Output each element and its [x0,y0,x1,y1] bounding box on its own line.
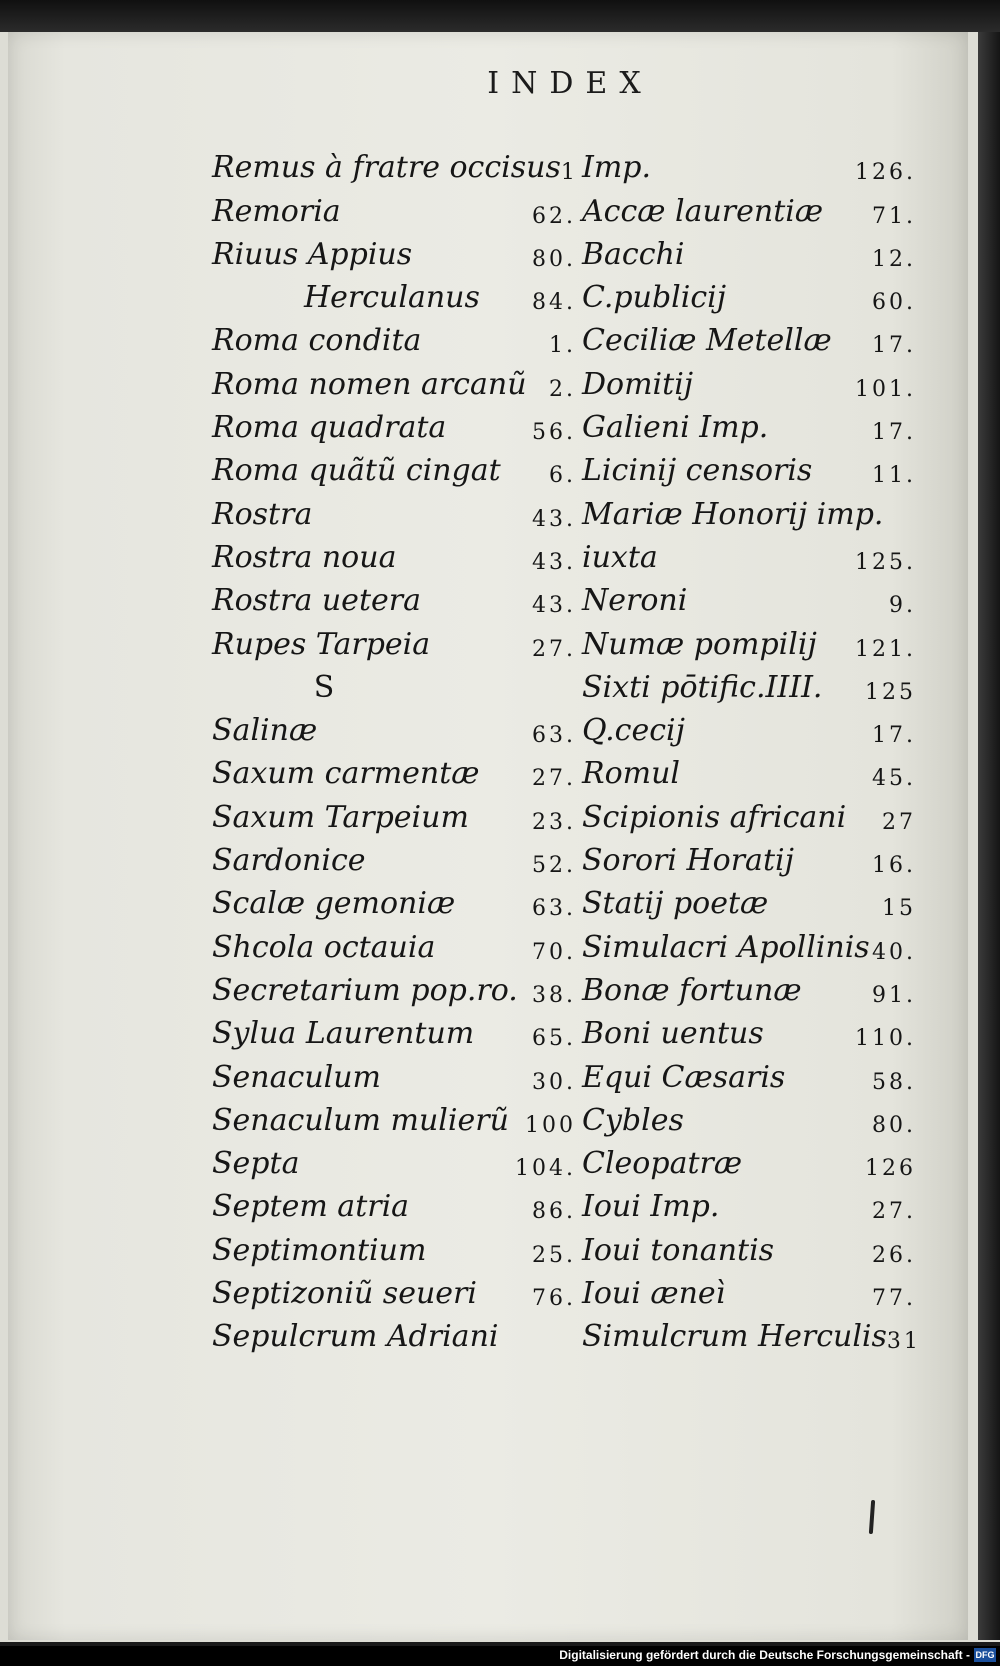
index-term: Ioui æneì [582,1276,726,1312]
index-heading: INDEX [487,66,653,101]
index-entry [582,272,922,315]
index-term: Roma quadrata [212,410,447,446]
index-term: Sardonice [212,843,366,879]
index-term: Riuus Appius [212,236,413,272]
page-binding-edge [978,32,1000,1640]
index-entry [582,965,922,1008]
index-term: Septimontium [212,1232,427,1268]
index-term: Septa [212,1146,300,1182]
index-entry [212,965,582,1008]
index-entry [212,1181,582,1224]
index-term: Sepulcrum Adriani [212,1319,499,1355]
index-term: Cybles [582,1102,684,1138]
page-number: 77. [872,1286,916,1312]
index-term: Saxum Tarpeium [212,799,469,835]
page-number: 26. [872,1242,916,1268]
index-entry [582,315,922,358]
index-term: Sylua Laurentum [212,1016,475,1052]
index-term: Sorori Horatij [582,843,794,879]
index-term: Saxum carmentæ [212,756,480,792]
page-number: 65. [532,1026,576,1052]
page-number: 6. [549,463,576,489]
index-term: Domitij [582,366,694,402]
page-number: 86. [532,1199,576,1225]
index-term: Simulcrum Herculis [582,1319,887,1355]
index-entry [582,878,922,921]
index-term: Sixti pōtific.IIII. [582,669,823,705]
footer-credit: Digitalisierung gefördert durch die Deutsche Forschungsgemeinschaft - [559,1648,970,1662]
page-number: 40. [872,939,916,965]
page-number: 27. [532,766,576,792]
page-number: 27 [882,809,916,835]
index-term: Galieni Imp. [582,410,769,446]
page-number: 17. [872,723,916,749]
index-entry [212,618,582,661]
page-number: 30. [532,1069,576,1095]
index-entry [212,488,582,531]
index-entry [212,315,582,358]
index-entry [582,1224,922,1267]
index-entry [582,835,922,878]
page-number: 25. [532,1242,576,1268]
index-term: Rostra [212,496,313,532]
page-number: 11. [872,463,916,489]
page-number: 45. [872,766,916,792]
index-term: Bonæ fortunæ [582,972,802,1008]
index-entry [212,358,582,401]
index-entry [212,748,582,791]
index-entry [582,705,922,748]
index-term: Cleopatræ [582,1146,743,1182]
page-number: 62. [532,203,576,229]
index-entry [582,1051,922,1094]
page-number: 100 [525,1112,576,1138]
page-number: 43. [532,593,576,619]
page-number: 12. [872,246,916,272]
page-number: 125 [865,679,916,705]
index-entry [212,1051,582,1094]
index-entry [212,272,582,315]
index-term: Roma nomen arcanũ [212,366,527,402]
index-term: Herculanus [304,280,480,316]
index-entry [212,1095,582,1138]
index-term: Numæ pompilij [582,626,817,662]
page-number: 1 [560,160,578,186]
index-entry [582,618,922,661]
index-entry [582,142,922,185]
index-entry [582,1008,922,1051]
index-entry [212,1138,582,1181]
index-entry [582,229,922,272]
page-number: 17. [872,420,916,446]
page-number: 38. [532,982,576,1008]
index-term: Ioui Imp. [582,1189,720,1225]
index-entry [212,791,582,834]
index-term: Bacchi [582,236,685,272]
page-number: 80. [532,246,576,272]
index-entry [212,185,582,228]
index-term: Ioui tonantis [582,1232,775,1268]
page-number: 16. [872,853,916,879]
index-left-column [212,142,582,1354]
index-term: Romul [582,756,681,792]
index-entry [582,921,922,964]
index-entry [212,878,582,921]
index-term: Licinij censoris [582,453,813,489]
index-term: Senaculum mulierũ [212,1102,509,1138]
page-number: 125. [855,549,916,575]
index-entry [212,1008,582,1051]
index-term: Rostra uetera [212,583,421,619]
page-number: 91. [872,982,916,1008]
page-number: 126 [865,1156,916,1182]
index-term: Septem atria [212,1189,410,1225]
page-number: 76. [532,1286,576,1312]
index-entry [582,575,922,618]
index-entry [582,1138,922,1181]
index-entry [212,402,582,445]
index-entry [212,1311,582,1354]
index-term: Shcola octauia [212,929,436,965]
page-number: 23. [532,809,576,835]
index-entry [212,445,582,488]
index-entry [212,835,582,878]
page-number: 9. [889,593,916,619]
index-term: Accæ laurentiæ [582,193,824,229]
page-number: 27. [532,636,576,662]
index-entry [212,1268,582,1311]
index-term: Roma quãtũ cingat [212,453,501,489]
index-term: S [313,669,335,705]
page-number: 43. [532,549,576,575]
page-number: 121. [855,636,916,662]
index-term: Q.cecij [582,713,685,749]
page-number: 71. [872,203,916,229]
index-term: Remoria [212,193,341,229]
index-entry [582,1268,922,1311]
page-number: 43. [532,506,576,532]
index-entry [212,662,582,705]
index-entry [212,532,582,575]
index-term: Imp. [582,150,652,186]
index-entry [582,1095,922,1138]
page-number: 1. [549,333,576,359]
index-term: iuxta [582,539,658,575]
index-right-column [582,142,922,1354]
index-term: Simulacri Apollinis [582,929,870,965]
index-term: Boni uentus [582,1016,764,1052]
index-entry [582,791,922,834]
scan-top-strip [0,0,1000,32]
page-number: 27. [872,1199,916,1225]
page-number: 58. [872,1069,916,1095]
index-entry [582,488,922,531]
page-number: 60. [872,290,916,316]
index-entry [212,1224,582,1267]
page-number: 101. [855,376,916,402]
page-number: 110. [855,1026,916,1052]
index-entry [212,142,582,185]
index-term: Roma condita [212,323,422,359]
index-entry [582,445,922,488]
index-term: Septizoniũ seueri [212,1276,477,1312]
index-entry [582,185,922,228]
index-term: C.publicij [582,280,727,316]
index-term: Neroni [582,583,688,619]
index-term: Rupes Tarpeia [212,626,431,662]
index-term: Secretarium pop.ro. [212,972,518,1008]
page-number: 126. [855,160,916,186]
index-entry [582,402,922,445]
page-number: 56. [532,420,576,446]
index-term: Equi Cæsaris [582,1059,786,1095]
index-entry [212,229,582,272]
index-term: Scalæ gemoniæ [212,886,456,922]
index-term: Scipionis africani [582,799,847,835]
index-term: Ceciliæ Metellæ [582,323,832,359]
page-number: 63. [532,896,576,922]
index-term: Rostra noua [212,539,397,575]
page-number: 52. [532,853,576,879]
page-number: 104. [515,1156,576,1182]
index-entry [582,532,922,575]
page-number: 17. [872,333,916,359]
index-entry [582,662,922,705]
index-term: Salinæ [212,713,318,749]
page-number: 80. [872,1112,916,1138]
index-term: Statij poetæ [582,886,769,922]
index-entry [212,575,582,618]
page-number: 15 [882,896,916,922]
page-number: 63. [532,723,576,749]
index-entry [582,1311,922,1354]
page-number: 2. [549,376,576,402]
index-entry [212,705,582,748]
index-term: Remus à fratre occisus [212,150,561,186]
index-term: Senaculum [212,1059,381,1095]
index-entry [582,358,922,401]
index-entry [212,921,582,964]
page-number: 84. [532,290,576,316]
index-entry [582,1181,922,1224]
dfg-logo-icon: DFG [975,1650,995,1660]
index-entry [582,748,922,791]
index-term: Mariæ Honorij imp. [582,496,884,532]
page-number: 31 [886,1329,921,1355]
page-number: 70. [532,939,576,965]
